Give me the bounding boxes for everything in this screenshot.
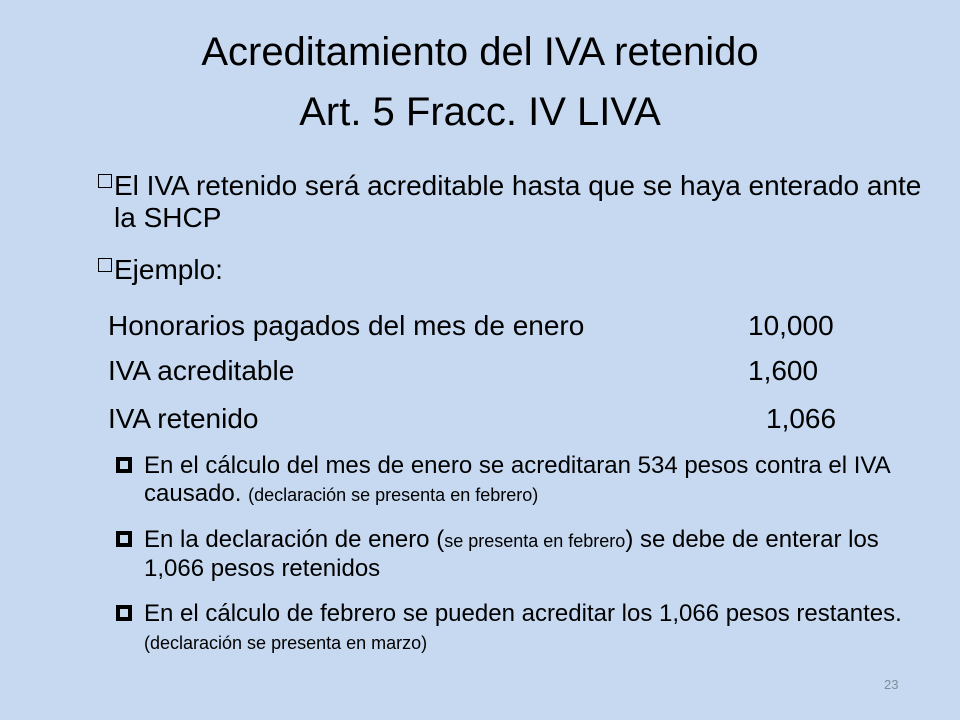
example-value: 1,066 xyxy=(766,403,837,434)
subbullet-text xyxy=(116,452,926,509)
subbullet-main: En la declaración de enero ( xyxy=(144,526,445,553)
example-value: 10,000 xyxy=(748,310,834,341)
example-label: Honorarios pagados del mes de enero xyxy=(108,310,585,341)
bullet-ejemplo xyxy=(100,254,930,286)
subbullet-note: (declaración se presenta en marzo) xyxy=(144,633,428,653)
subbullet-main: En el cálculo del mes de enero se acreditaran 534 pesos contra el IVA causado. xyxy=(144,452,890,507)
square-bullet-icon xyxy=(116,605,132,621)
subbullet-text xyxy=(116,526,926,583)
bullet-text: El IVA retenido será acreditable hasta que se haya enterado ante la SHCP xyxy=(114,170,922,233)
subbullet-main: En el cálculo de febrero se pueden acreditar los 1,066 pesos restantes. xyxy=(144,600,902,627)
example-row xyxy=(108,354,819,388)
example-label: IVA acreditable xyxy=(108,355,295,386)
example-label: IVA retenido xyxy=(108,403,259,434)
slide-title-line2: Art. 5 Fracc. IV LIVA xyxy=(299,90,661,134)
subbullet-text xyxy=(116,600,926,657)
bullet-text: Ejemplo: xyxy=(114,254,223,285)
example-row xyxy=(108,309,834,343)
example-value: 1,600 xyxy=(748,355,819,386)
subbullet-enero xyxy=(116,452,926,509)
checkbox-bullet-icon xyxy=(98,258,112,272)
checkbox-bullet-icon xyxy=(98,174,112,188)
slide-title-line1: Acreditamiento del IVA retenido xyxy=(201,30,759,74)
subbullet-after: ) se debe de enterar los 1,066 pesos retenidos xyxy=(144,526,879,582)
subbullet-febrero xyxy=(116,600,926,657)
example-row xyxy=(108,402,837,436)
slide-title xyxy=(0,22,960,142)
subbullet-declaracion xyxy=(116,526,926,583)
subbullet-note: se presenta en febrero xyxy=(444,531,626,551)
square-bullet-icon xyxy=(116,457,132,473)
subbullet-note: (declaración se presenta en febrero) xyxy=(248,485,539,505)
bullet-iva-retenido xyxy=(100,170,930,234)
page-number: 23 xyxy=(884,677,899,692)
square-bullet-icon xyxy=(116,531,132,547)
